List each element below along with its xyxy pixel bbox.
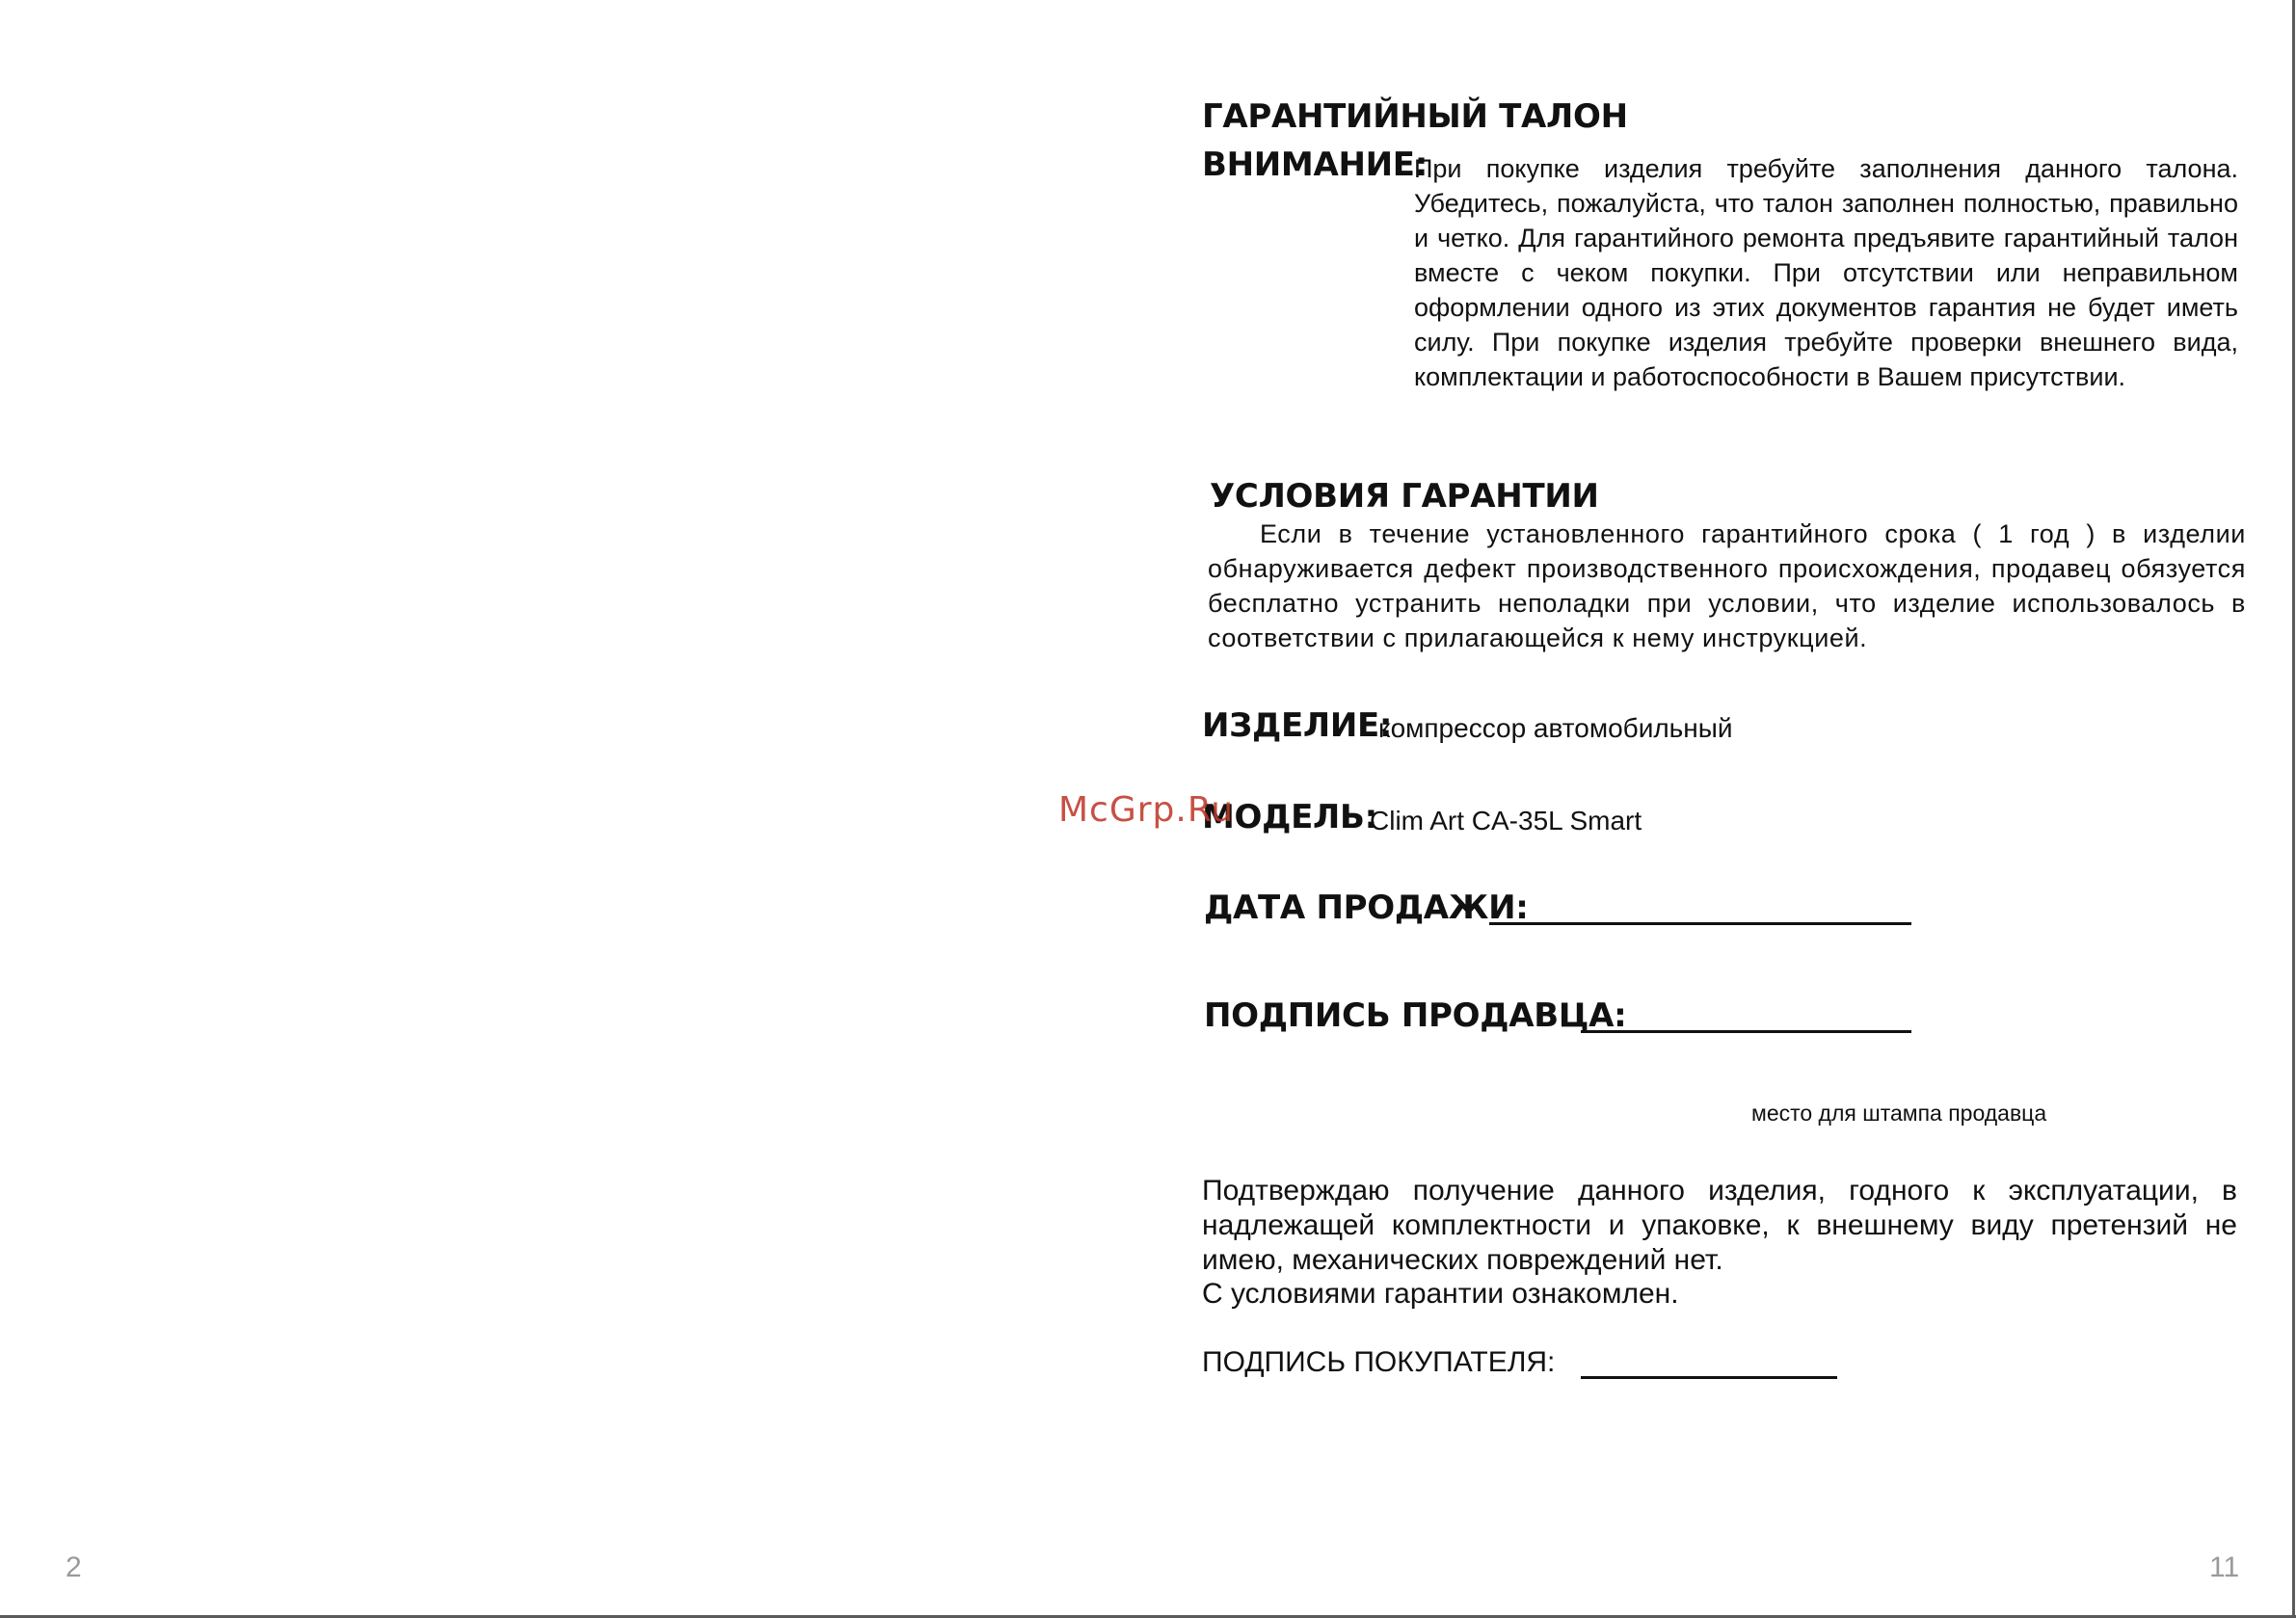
model-label: МОДЕЛЬ: <box>1202 798 1377 836</box>
warranty-card-title: ГАРАНТИЙНЫЙ ТАЛОН <box>1202 97 1628 136</box>
sale-date-line <box>1489 922 1911 925</box>
stamp-place-caption: место для штампа продавца <box>1751 1101 2047 1126</box>
buyer-signature-label: ПОДПИСЬ ПОКУПАТЕЛЯ: <box>1202 1346 1556 1378</box>
model-value: Clim Art CA-35L Smart <box>1370 806 1642 836</box>
page-number-right: 11 <box>2209 1552 2240 1583</box>
watermark: McGrp.Ru <box>1058 790 1235 830</box>
sale-date-label: ДАТА ПРОДАЖИ: <box>1204 889 1529 927</box>
attention-label: ВНИМАНИЕ: <box>1202 146 1428 184</box>
product-label: ИЗДЕЛИЕ: <box>1202 706 1393 745</box>
seller-signature-line <box>1581 1030 1911 1033</box>
product-value: компрессор автомобильный <box>1378 713 1733 743</box>
seller-signature-label: ПОДПИСЬ ПРОДАВЦА: <box>1204 996 1627 1035</box>
warranty-conditions-title: УСЛОВИЯ ГАРАНТИИ <box>1210 477 1599 516</box>
warranty-conditions-text: Если в течение установленного гарантийного срока ( 1 год ) в изделии обнаруживается дефект производственного происхождения, продавец обязуется бесплатно устранить неполадки при условии, что изделие использовалось в соответствии с прилагающейся к нему инструкцией. <box>1208 519 2246 652</box>
attention-text: При покупке изделия требуйте заполнения данного талона. Убедитесь, пожалуйста, что талон заполнен полностью, правильно и четко. Для гарантийного ремонта предъявите гарантийный талон вместе с чеком покупки. При отсутствии или неправильном оформлении одного из этих документов гарантия не будет иметь силу. При покупке изделия требуйте проверки внешнего вида, комплектации и работоспособности в Вашем присутствии. <box>1414 154 2238 391</box>
buyer-signature-line <box>1581 1376 1837 1379</box>
confirmation-text: Подтверждаю получение данного изделия, годного к эксплуатации, в надлежащей комплектности и упаковке, к внешнему виду претензий не имею, механических повреждений нет. <box>1202 1175 2237 1276</box>
conditions-acknowledgement: С условиями гарантии ознакомлен. <box>1202 1278 1679 1310</box>
page-number-left: 2 <box>66 1552 82 1583</box>
right-page-edge <box>2292 0 2295 1618</box>
